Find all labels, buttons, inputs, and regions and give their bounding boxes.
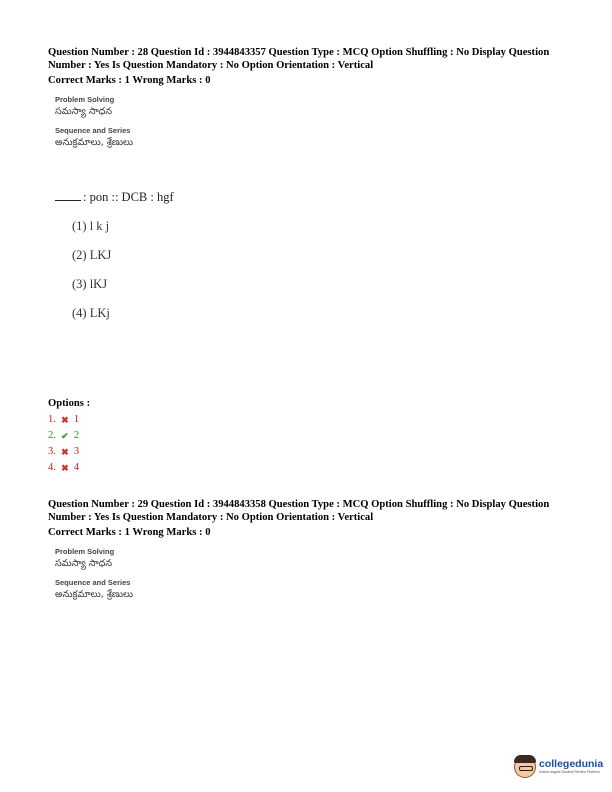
- choice-3: (3) lKJ: [72, 277, 108, 291]
- question-stem: [55, 190, 174, 205]
- question-header: Question Number : 28 Question Id : 3944843357 Question Type : MCQ Option Shuffling : No Display Question Number : Yes Is Question Mandatory : No Option Orientation : Vertical: [48, 47, 550, 71]
- subtopic-label: Sequence and Series: [55, 578, 131, 587]
- collegedunia-logo: [514, 752, 606, 782]
- topic-label-telugu: సమస్యా సాధన: [55, 558, 113, 569]
- option-number: 1.: [48, 414, 56, 425]
- option-number: 3.: [48, 446, 56, 457]
- marks-line: Correct Marks : 1 Wrong Marks : 0: [48, 527, 211, 538]
- topic-label: Problem Solving: [55, 95, 115, 104]
- wrong-icon: ✖: [61, 446, 69, 457]
- choice-4: (4) LKj: [72, 306, 110, 320]
- choice-1: (1) l k j: [72, 219, 110, 233]
- wrong-icon: ✖: [61, 462, 69, 473]
- option-row: [48, 446, 79, 457]
- mascot-icon: [514, 756, 536, 778]
- logo-brand: collegedunia: [539, 758, 604, 770]
- subtopic-label: Sequence and Series: [55, 126, 131, 135]
- topic-label: Problem Solving: [55, 547, 115, 556]
- question-header: Question Number : 29 Question Id : 3944843358 Question Type : MCQ Option Shuffling : No Display Question Number : Yes Is Question Mandatory : No Option Orientation : Vertical: [48, 499, 550, 523]
- option-value: 3: [73, 446, 80, 457]
- option-value: 1: [73, 414, 80, 425]
- wrong-icon: ✖: [61, 414, 69, 425]
- question-stem-text: : pon :: DCB : hgf: [83, 190, 174, 204]
- option-number: 2.: [48, 430, 56, 441]
- choice-2: (2) LKJ: [72, 248, 112, 262]
- check-icon: ✔: [61, 430, 69, 441]
- subtopic-label-telugu: అనుక్రమాలు, శ్రేణులు: [55, 589, 134, 600]
- marks-line: Correct Marks : 1 Wrong Marks : 0: [48, 75, 211, 86]
- logo-tagline: India's largest Student Review Platform: [539, 770, 600, 774]
- option-row: [48, 430, 79, 441]
- option-row: [48, 462, 79, 473]
- option-number: 4.: [48, 462, 56, 473]
- answer-blank: [55, 200, 81, 201]
- option-value: 2: [73, 430, 80, 441]
- topic-label-telugu: సమస్యా సాధన: [55, 106, 113, 117]
- option-value: 4: [73, 462, 80, 473]
- option-row: [48, 414, 79, 425]
- subtopic-label-telugu: అనుక్రమాలు, శ్రేణులు: [55, 137, 134, 148]
- options-title: Options :: [48, 398, 91, 409]
